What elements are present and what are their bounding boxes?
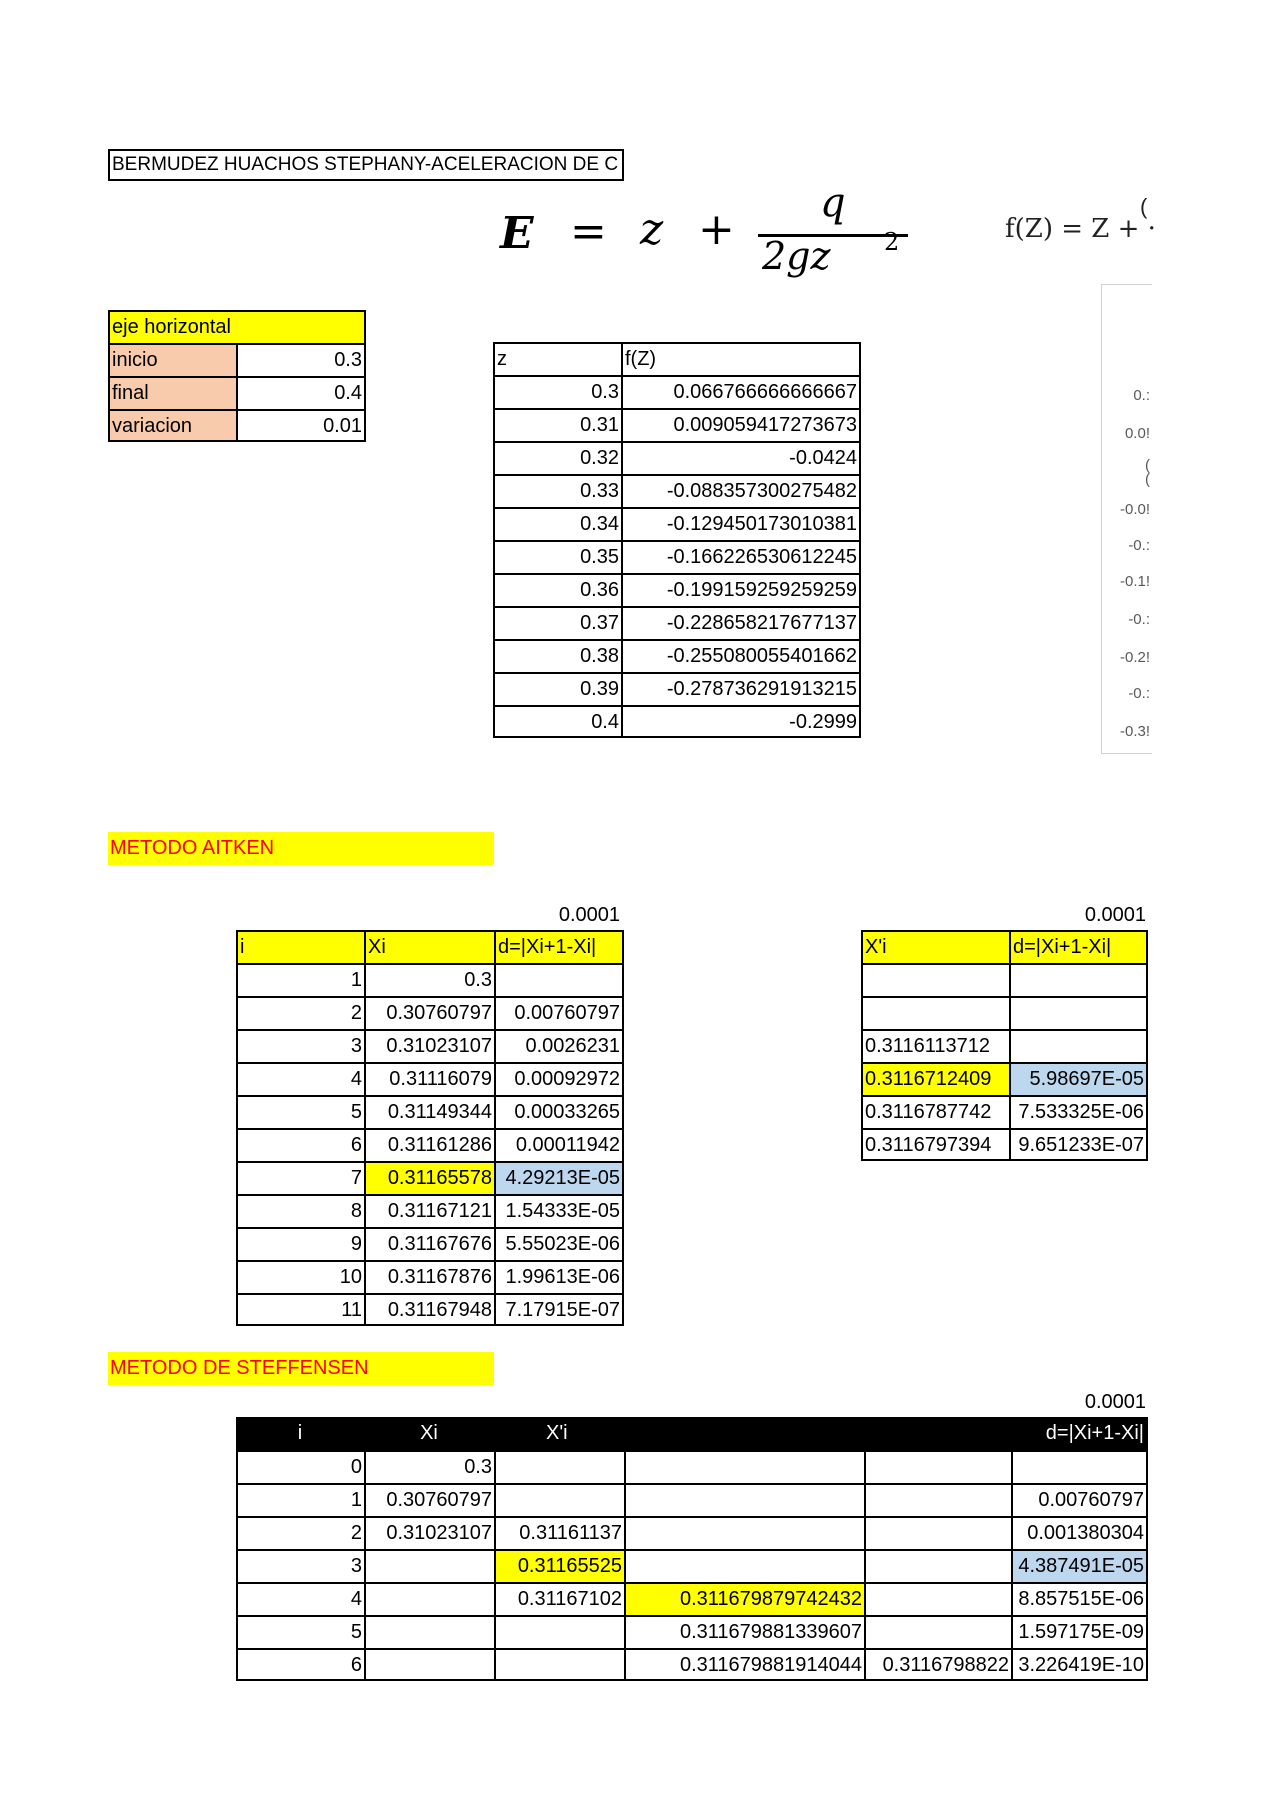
fz-table (493, 342, 861, 738)
aitken-cell[interactable]: 0.00760797 (514, 1002, 620, 1024)
page-title: BERMUDEZ HUACHOS STEPHANY-ACELERACION DE C (108, 149, 624, 181)
steffensen-cell[interactable] (866, 1617, 1011, 1648)
steffensen-cell[interactable] (866, 1584, 1011, 1615)
steffensen-cell[interactable] (866, 1452, 1011, 1483)
steffensen-cell[interactable] (626, 1518, 864, 1549)
fz-cell-z[interactable]: 0.38 (580, 645, 619, 667)
fz-header-fz: f(Z) (625, 348, 657, 370)
aitken-cell[interactable]: 5 (350, 1101, 362, 1123)
eje-horizontal-table (108, 310, 366, 442)
aitken-cell[interactable]: 10 (339, 1266, 362, 1288)
formula-denominator: 2gz (762, 234, 831, 278)
aitken-cell[interactable]: 0.31167676 (387, 1233, 492, 1255)
aitken-xprime-cell[interactable]: 0.3116712409 (863, 1064, 1009, 1095)
fz-cell-z[interactable]: 0.32 (580, 447, 619, 469)
steffensen-cell[interactable]: 0.311679879742432 (626, 1584, 864, 1615)
chart-axis-label: -0.3! (1119, 723, 1150, 740)
aitken-xprime-cell[interactable]: 0.3116797394 (865, 1134, 992, 1156)
aitken-cell[interactable]: 4 (350, 1068, 362, 1090)
steffensen-cell[interactable]: 6 (350, 1654, 362, 1676)
aitken-cell[interactable]: 2 (350, 1002, 362, 1024)
aitken-cell[interactable]: 7 (350, 1167, 362, 1189)
steffensen-header (626, 1417, 862, 1450)
aitken-cell[interactable]: 0.31149344 (387, 1101, 492, 1123)
fz-header-z: z (497, 348, 507, 370)
aitken-xprime-cell[interactable]: 9.651233E-07 (1018, 1134, 1144, 1156)
steffensen-cell[interactable]: 0.31023107 (386, 1522, 492, 1544)
fz-formula: f(Z) = Z + · (1005, 214, 1156, 244)
fz-cell-z[interactable]: 0.37 (580, 612, 619, 634)
steffensen-cell[interactable]: 0.311679881339607 (679, 1621, 862, 1643)
chart-axis-label: 0.0! (1124, 425, 1150, 442)
formula-lhs: E (500, 208, 534, 259)
fz-cell-z[interactable]: 0.31 (580, 414, 619, 436)
aitken-cell[interactable]: 9 (350, 1233, 362, 1255)
chart-axis-label: -0.1! (1119, 573, 1150, 590)
fz-cell-fz[interactable]: -0.278736291913215 (666, 678, 857, 700)
steffensen-cell[interactable]: 0.001380304 (1027, 1522, 1144, 1544)
chart-axis-label: -0.: (1128, 537, 1150, 554)
steffensen-cell[interactable]: 5 (350, 1621, 362, 1643)
aitken-cell[interactable]: 0.31023107 (386, 1035, 492, 1057)
aitken-cell[interactable]: 0.31167876 (387, 1266, 492, 1288)
aitken-xprime-cell[interactable] (1011, 998, 1146, 1029)
steffensen-cell[interactable]: 1.597175E-09 (1018, 1621, 1144, 1643)
eje-label: variacion (108, 409, 236, 442)
aitken-xprime-table (861, 930, 1148, 1161)
steffensen-cell[interactable] (866, 1485, 1011, 1516)
steffensen-header: i (238, 1417, 362, 1450)
aitken-cell[interactable]: 0.31116079 (389, 1068, 492, 1090)
aitken-cell[interactable]: 1.54333E-05 (505, 1200, 620, 1222)
chart-axis-label: -0.: (1128, 611, 1150, 628)
steffensen-header: X'i (496, 1417, 622, 1450)
aitken-cell[interactable]: 3 (350, 1035, 362, 1057)
steffensen-cell[interactable] (626, 1551, 864, 1582)
steffensen-cell[interactable]: 8.857515E-06 (1018, 1588, 1144, 1610)
eje-label: final (108, 376, 236, 409)
eje-label: inicio (108, 343, 236, 376)
chart-axis-label: -0.: (1128, 685, 1150, 702)
steffensen-cell[interactable]: 4.387491E-05 (1013, 1551, 1146, 1582)
steffensen-cell[interactable] (366, 1551, 494, 1582)
fz-cell-fz[interactable]: -0.199159259259259 (666, 579, 857, 601)
chart-axis-label: 0.: (1133, 387, 1150, 404)
aitken-xprime-cell[interactable] (1011, 1031, 1146, 1062)
steffensen-table (236, 1417, 1148, 1676)
aitken-cell[interactable]: 8 (350, 1200, 362, 1222)
aitken-header: Xi (366, 932, 494, 963)
formula-numerator: q (820, 180, 846, 226)
aitken-xprime-cell[interactable]: 0.3116787742 (865, 1101, 992, 1123)
aitken-xprime-cell[interactable]: 7.533325E-06 (1018, 1101, 1144, 1123)
steffensen-cell[interactable]: 0.30760797 (386, 1489, 492, 1511)
eje-value[interactable]: 0.01 (236, 409, 366, 442)
aitken-cell[interactable]: 0.00011942 (515, 1134, 620, 1156)
fz-cell-fz[interactable]: -0.088357300275482 (666, 480, 857, 502)
fz-cell-z[interactable]: 0.4 (591, 711, 619, 733)
fz-cell-fz[interactable]: -0.166226530612245 (666, 546, 857, 568)
chart-axis-label: ( (1145, 471, 1150, 488)
steffensen-cell[interactable]: 0.311679881914044 (679, 1654, 862, 1676)
eje-value[interactable]: 0.4 (236, 376, 366, 409)
steffensen-cell[interactable] (866, 1551, 1011, 1582)
aitken-title: METODO AITKEN (108, 832, 494, 865)
fz-cell-fz[interactable]: -0.255080055401662 (666, 645, 857, 667)
steffensen-cell[interactable] (496, 1452, 624, 1483)
fz-cell-z[interactable]: 0.39 (580, 678, 619, 700)
fz-cell-z[interactable]: 0.33 (580, 480, 619, 502)
fz-cell-fz[interactable]: -0.2999 (789, 711, 857, 733)
eje-header: eje horizontal (108, 310, 366, 343)
aitken-cell[interactable]: 5.55023E-06 (505, 1233, 620, 1255)
formula-z: z (640, 204, 664, 255)
steffensen-cell[interactable] (366, 1584, 494, 1615)
fz-cell-fz[interactable]: -0.0424 (789, 447, 857, 469)
fz-cell-z[interactable]: 0.36 (580, 579, 619, 601)
steffensen-cell[interactable]: 2 (350, 1522, 362, 1544)
steffensen-cell[interactable] (626, 1485, 864, 1516)
aitken-cell[interactable]: 0.31161286 (387, 1134, 492, 1156)
aitken-xprime-header: X'i (863, 932, 1009, 963)
aitken-xprime-cell[interactable]: 0.3116113712 (865, 1035, 990, 1057)
steffensen-tolerance: 0.0001 (1084, 1391, 1146, 1413)
chart-axis-label: -0.0! (1119, 501, 1150, 518)
aitken-cell[interactable]: 0.00092972 (514, 1068, 620, 1090)
steffensen-cell[interactable]: 0 (350, 1456, 362, 1478)
fz-formula-frag: ( (1140, 194, 1148, 219)
aitken-xprime-cell[interactable] (863, 965, 1009, 996)
aitken-cell[interactable]: 0.30760797 (386, 1002, 492, 1024)
aitken-header: i (238, 932, 364, 963)
formula-plus: + (698, 204, 735, 255)
steffensen-cell[interactable]: 0.3116798822 (882, 1654, 1009, 1676)
chart-axis-label: ( (1145, 457, 1150, 474)
aitken-xprime-cell[interactable] (863, 998, 1009, 1029)
fz-cell-z[interactable]: 0.35 (580, 546, 619, 568)
aitken-cell[interactable]: 0.31167948 (387, 1299, 492, 1321)
steffensen-header: Xi (366, 1417, 492, 1450)
energy-formula (500, 180, 920, 278)
steffensen-cell[interactable] (496, 1617, 624, 1648)
fz-cell-fz[interactable]: -0.129450173010381 (666, 513, 857, 535)
formula-exponent: 2 (884, 228, 900, 256)
steffensen-cell[interactable] (366, 1650, 494, 1681)
aitken-header: d=|Xi+1-Xi| (496, 932, 622, 963)
steffensen-cell[interactable]: 0.3 (464, 1456, 492, 1478)
steffensen-cell[interactable]: 0.00760797 (1038, 1489, 1144, 1511)
aitken-tolerance: 0.0001 (558, 904, 620, 926)
aitken-cell[interactable]: 0.00033265 (514, 1101, 620, 1123)
aitken-cell[interactable]: 4.29213E-05 (496, 1163, 622, 1194)
fz-cell-z[interactable]: 0.3 (591, 381, 619, 403)
aitken-cell[interactable]: 7.17915E-07 (505, 1299, 620, 1321)
steffensen-cell[interactable] (626, 1452, 864, 1483)
formula-equals: = (570, 206, 607, 257)
aitken-cell[interactable]: 1.99613E-06 (505, 1266, 620, 1288)
steffensen-cell[interactable]: 1 (350, 1489, 362, 1511)
aitken-xprime-cell[interactable] (1011, 965, 1146, 996)
steffensen-cell[interactable] (496, 1650, 624, 1681)
aitken-cell[interactable]: 0.0026231 (525, 1035, 620, 1057)
steffensen-cell[interactable] (1013, 1452, 1146, 1483)
steffensen-cell[interactable]: 3 (350, 1555, 362, 1577)
steffensen-header: d=|Xi+1-Xi| (1013, 1417, 1146, 1450)
aitken-tolerance-2: 0.0001 (1084, 904, 1146, 926)
aitken-cell[interactable]: 0.3 (464, 969, 492, 991)
steffensen-cell[interactable] (366, 1617, 494, 1648)
chart-axis-label: -0.2! (1119, 649, 1150, 666)
fz-cell-fz[interactable]: 0.009059417273673 (673, 414, 857, 436)
steffensen-cell[interactable]: 0.31161137 (519, 1522, 622, 1544)
aitken-cell[interactable]: 6 (350, 1134, 362, 1156)
steffensen-cell[interactable]: 0.31165525 (496, 1551, 624, 1582)
aitken-xprime-cell[interactable]: 5.98697E-05 (1011, 1064, 1146, 1095)
fz-cell-fz[interactable]: -0.228658217677137 (666, 612, 857, 634)
aitken-cell[interactable]: 11 (341, 1299, 362, 1321)
steffensen-cell[interactable]: 3.226419E-10 (1018, 1654, 1144, 1676)
steffensen-title: METODO DE STEFFENSEN (108, 1352, 494, 1385)
steffensen-cell[interactable]: 4 (350, 1588, 362, 1610)
aitken-cell[interactable] (496, 965, 622, 996)
steffensen-header (866, 1417, 1009, 1450)
steffensen-cell[interactable] (866, 1518, 1011, 1549)
steffensen-cell[interactable]: 0.31167102 (517, 1588, 622, 1610)
aitken-xprime-header: d=|Xi+1-Xi| (1011, 932, 1146, 963)
steffensen-cell[interactable] (496, 1485, 624, 1516)
fz-cell-z[interactable]: 0.34 (580, 513, 619, 535)
fz-cell-fz[interactable]: 0.066766666666667 (673, 381, 857, 403)
aitken-cell[interactable]: 0.31167121 (387, 1200, 492, 1222)
aitken-table (236, 930, 624, 1326)
aitken-cell[interactable]: 1 (350, 969, 362, 991)
chart-fragment (1101, 284, 1152, 754)
eje-value[interactable]: 0.3 (236, 343, 366, 376)
aitken-cell[interactable]: 0.31165578 (366, 1163, 494, 1194)
